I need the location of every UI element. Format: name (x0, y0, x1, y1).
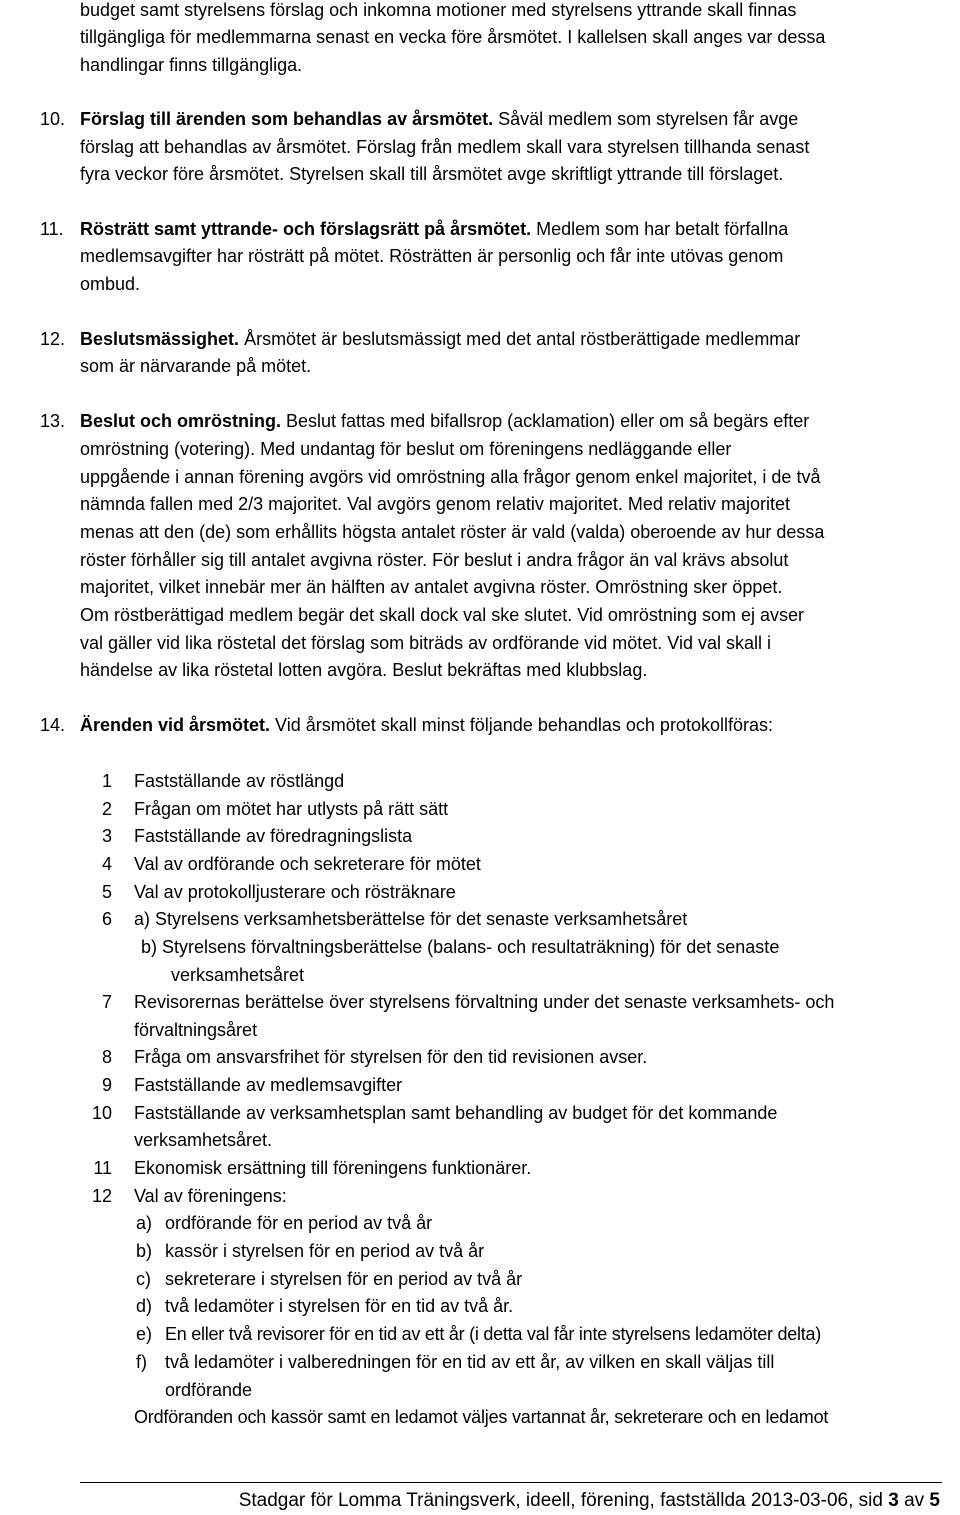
agenda-item-6a: 6 a) Styrelsens verksamhetsberättelse för det senaste verksamhetsåret (101, 909, 688, 929)
agenda-item-2: 2 Frågan om mötet har utlysts på rätt sätt (101, 799, 449, 819)
section-10-number: 10. (40, 109, 66, 129)
section-13-line-7: majoritet, vilket innebär mer än hälften av antalet avgivna röster. Omröstning sker öppet. (80, 577, 783, 597)
agenda-item-4: 4 Val av ordförande och sekreterare för mötet (101, 854, 481, 874)
section-12-line-2: som är närvarande på mötet. (80, 356, 312, 376)
agenda-item-7: 7 Revisorernas berättelse över styrelsens förvaltning under det senaste verksamhets- och (101, 992, 835, 1012)
intro-line-3: handlingar finns tillgängliga. (80, 55, 303, 75)
agenda-subitem-d: d) två ledamöter i styrelsen för en tid av två år. (136, 1296, 514, 1316)
section-11-line-3: ombud. (80, 274, 141, 294)
section-13-line-8: Om röstberättigad medlem begär det skall dock val ske slutet. Vid omröstning som ej avser (80, 605, 804, 625)
section-10-line-1: Förslag till ärenden som behandlas av årsmötet. Såväl medlem som styrelsen får avge (80, 109, 799, 129)
section-14-line-1: Ärenden vid årsmötet. Vid årsmötet skall minst följande behandlas och protokollföras: (80, 715, 773, 735)
agenda-subitem-c: c) sekreterare i styrelsen för en period av två år (136, 1269, 523, 1289)
agenda-item-5: 5 Val av protokolljusterare och rösträknare (101, 882, 456, 902)
section-13-title: Beslut och omröstning. (80, 411, 282, 431)
section-10-title: Förslag till ärenden som behandlas av årsmötet. (80, 109, 494, 129)
section-12-title: Beslutsmässighet. (80, 329, 240, 349)
page-footer: Stadgar för Lomma Träningsverk, ideell, förening, fastställda 2013-03-06, sid 3 av 5 (238, 1490, 940, 1511)
section-11-number: 11. (40, 219, 64, 239)
section-11-line-1: Rösträtt samt yttrande- och förslagsrätt på årsmötet. Medlem som har betalt förfallna (80, 219, 789, 239)
footer-text: Stadgar för Lomma Träningsverk, ideell, förening, fastställda 2013-03-06, sid (238, 1490, 889, 1511)
footer-page-number: 3 (888, 1490, 899, 1511)
section-10-line-3: fyra veckor före årsmötet. Styrelsen skall till årsmötet avge skriftligt yttrande till förslaget. (80, 164, 784, 184)
agenda-item-8: 8 Fråga om ansvarsfrihet för styrelsen för den tid revisionen avser. (101, 1047, 648, 1067)
agenda-subitem-a: a) ordförande för en period av två år (136, 1213, 433, 1233)
section-13-line-2: omröstning (votering). Med undantag för beslut om föreningens nedläggande eller (80, 439, 732, 459)
intro-line-1: budget samt styrelsens förslag och inkomna motioner med styrelsens yttrande skall finnas (80, 0, 797, 20)
agenda-item-6b-cont: verksamhetsåret (171, 965, 305, 985)
section-11-title: Rösträtt samt yttrande- och förslagsrätt på årsmötet. (80, 219, 532, 239)
agenda-item-7-cont: förvaltningsåret (134, 1020, 258, 1040)
section-12-line-1: Beslutsmässighet. Årsmötet är beslutsmässigt med det antal röstberättigade medlemmar (80, 329, 801, 349)
agenda-subitem-f: f) två ledamöter i valberedningen för en tid av ett år, av vilken en skall väljas till (136, 1352, 775, 1372)
footer-divider (80, 1482, 942, 1483)
intro-line-2: tillgängliga för medlemmarna senast en vecka före årsmötet. I kallelsen skall anges var dessa (80, 27, 826, 47)
agenda-item-9: 9 Fastställande av medlemsavgifter (101, 1075, 403, 1095)
section-13-line-1: Beslut och omröstning. Beslut fattas med bifallsrop (acklamation) eller om så begärs efter (80, 411, 810, 431)
agenda-subitem-f-cont: ordförande (165, 1380, 253, 1400)
section-13-line-10: händelse av lika röstetal lotten avgöra. Beslut bekräftas med klubbslag. (80, 660, 648, 680)
agenda-item-10-cont: verksamhetsåret. (134, 1130, 273, 1150)
agenda-item-1: 1 Fastställande av röstlängd (101, 771, 345, 791)
section-11-line-2: medlemsavgifter har rösträtt på mötet. Rösträtten är personlig och får inte utövas genom (80, 246, 784, 266)
agenda-item-10: 10 Fastställande av verksamhetsplan samt behandling av budget för det kommande (91, 1103, 778, 1123)
section-13-line-6: röster förhåller sig till antalet avgivna röster. För beslut i andra frågor än val krävs absolut (80, 550, 789, 570)
agenda-subitem-e: e) En eller två revisorer för en tid av ett år (i detta val får inte styrelsens ledamöter delta) (136, 1324, 822, 1344)
agenda-closing-line: Ordföranden och kassör samt en ledamot väljes vartannat år, sekreterare och en ledamot (134, 1407, 829, 1427)
section-13-number: 13. (40, 411, 66, 431)
agenda-item-11: 11 Ekonomisk ersättning till föreningens funktionärer. (93, 1158, 532, 1178)
section-14-number: 14. (40, 715, 66, 735)
agenda-item-6b: b) Styrelsens förvaltningsberättelse (balans- och resultaträkning) för det senaste (141, 937, 780, 957)
agenda-item-12: 12 Val av föreningens: (91, 1186, 287, 1206)
agenda-item-3: 3 Fastställande av föredragningslista (101, 826, 413, 846)
section-14-title: Ärenden vid årsmötet. (80, 715, 271, 735)
section-12-number: 12. (40, 329, 66, 349)
section-13-line-3: uppgående i annan förening avgörs vid omröstning alla frågor genom enkel majoritet, i de två (80, 467, 821, 487)
section-10-line-2: förslag att behandlas av årsmötet. Förslag från medlem skall vara styrelsen tillhanda senast (80, 137, 810, 157)
agenda-subitem-b: b) kassör i styrelsen för en period av två år (136, 1241, 485, 1261)
footer-total-pages: 5 (929, 1490, 940, 1511)
section-13-line-4: nämnda fallen med 2/3 majoritet. Val avgörs genom relativ majoritet. Med relativ majoritet (80, 494, 790, 514)
section-13-line-9: val gäller vid lika röstetal det förslag som biträds av ordförande vid mötet. Vid val skall i (80, 633, 771, 653)
section-13-line-5: menas att den (de) som erhållits högsta antalet röster är vald (valda) oberoende av hur dessa (80, 522, 825, 542)
